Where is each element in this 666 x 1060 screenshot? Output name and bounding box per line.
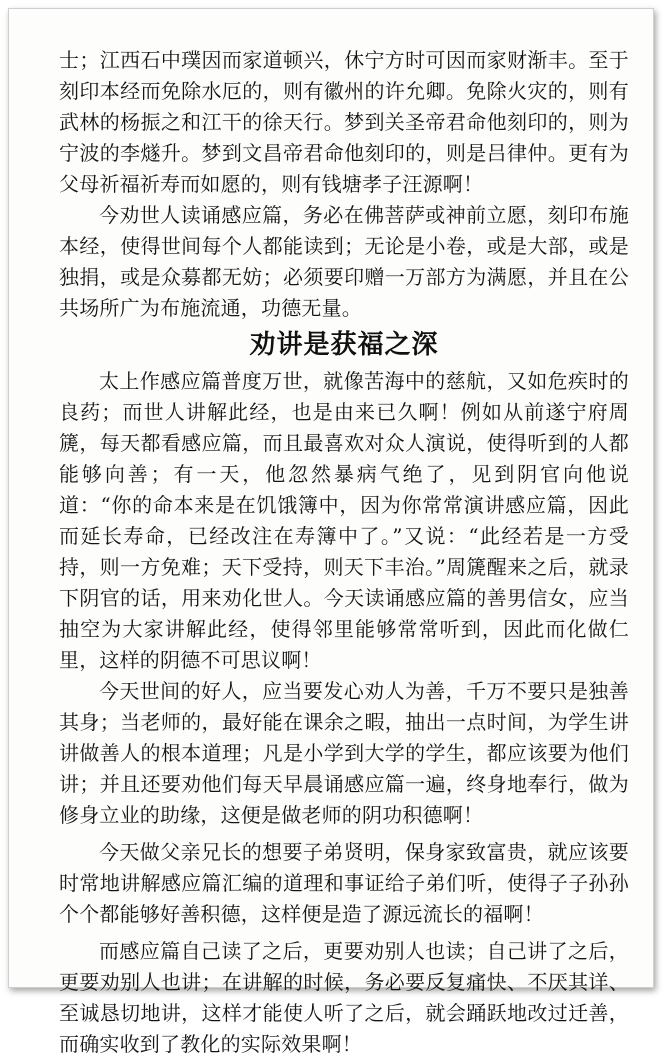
intro-paragraph-2: 今劝世人读诵感应篇，务必在佛菩萨或神前立愿，刻印布施本经，使得世间每个人都能读到；无论是小卷，或是大部，或是独捐，或是众募都无妨；必须要印赠一万部方为满愿，并且在公共场所广为布施流通，功德无量。	[59, 203, 629, 320]
section-paragraph-1: 太上作感应篇普度万世，就像苦海中的慈航，又如危疾时的良药；而世人讲解此经，也是由来已久啊！例如从前遂宁府周篪，每天都看感应篇，而且最喜欢对众人演说，使得听到的人都能够向善；有一天，他忽然暴病气绝了，见到阴官向他说道：“你的命本来是在饥饿簿中，因为你常常演讲感应篇，因此而延长寿命，已经改注在寿簿中了。”又说：“此经若是一方受持，则一方免难；天下受持，则天下丰治。”周篪醒来之后，就录下阴官的话，用来劝化世人。今天读诵感应篇的善男信女，应当抽空为大家讲解此经，使得邻里能够常常听到，因此而化做仁里，这样的阴德不可思议啊！	[59, 369, 629, 672]
section-title: 劝讲是获福之深	[249, 330, 439, 360]
section-paragraph-4: 而感应篇自己读了之后，更要劝别人也读；自己讲了之后，更要劝别人也讲；在讲解的时候，务必要反复痛快、不厌其详、至诚恳切地讲，这样才能使人听了之后，就会踊跃地改过迁善，而确实收到了教化的实际效果啊！	[59, 939, 629, 1056]
page-frame	[8, 8, 654, 1056]
section-paragraph-3: 今天做父亲兄长的想要子弟贤明，保身家致富贵，就应该要时常地讲解感应篇汇编的道理和事证给子弟们听，使得子子孙孙个个都能够好善积德，这样便是造了源远流长的福啊！	[59, 840, 629, 926]
document-body	[59, 45, 629, 1060]
intro-paragraph-1: 士；江西石中璞因而家道顿兴，休宁方时可因而家财渐丰。至于刻印本经而免除水厄的，则有徽州的许允卿。免除火灾的，则有武林的杨振之和江干的徐天行。梦到关圣帝君命他刻印的，则为宁波的李燧升。梦到文昌帝君命他刻印的，则是吕律仲。更有为父母祈福祈寿而如愿的，则有钱塘孝子汪源啊！	[59, 48, 629, 196]
section-paragraph-2: 今天世间的好人，应当要发心劝人为善，千万不要只是独善其身；当老师的，最好能在课余之暇，抽出一点时间，为学生讲讲做善人的根本道理；凡是小学到大学的学生，都应该要为他们讲；并且还要劝他们每天早晨诵感应篇一遍，终身地奉行，做为修身立业的助缘，这便是做老师的阴功积德啊！	[59, 679, 629, 827]
